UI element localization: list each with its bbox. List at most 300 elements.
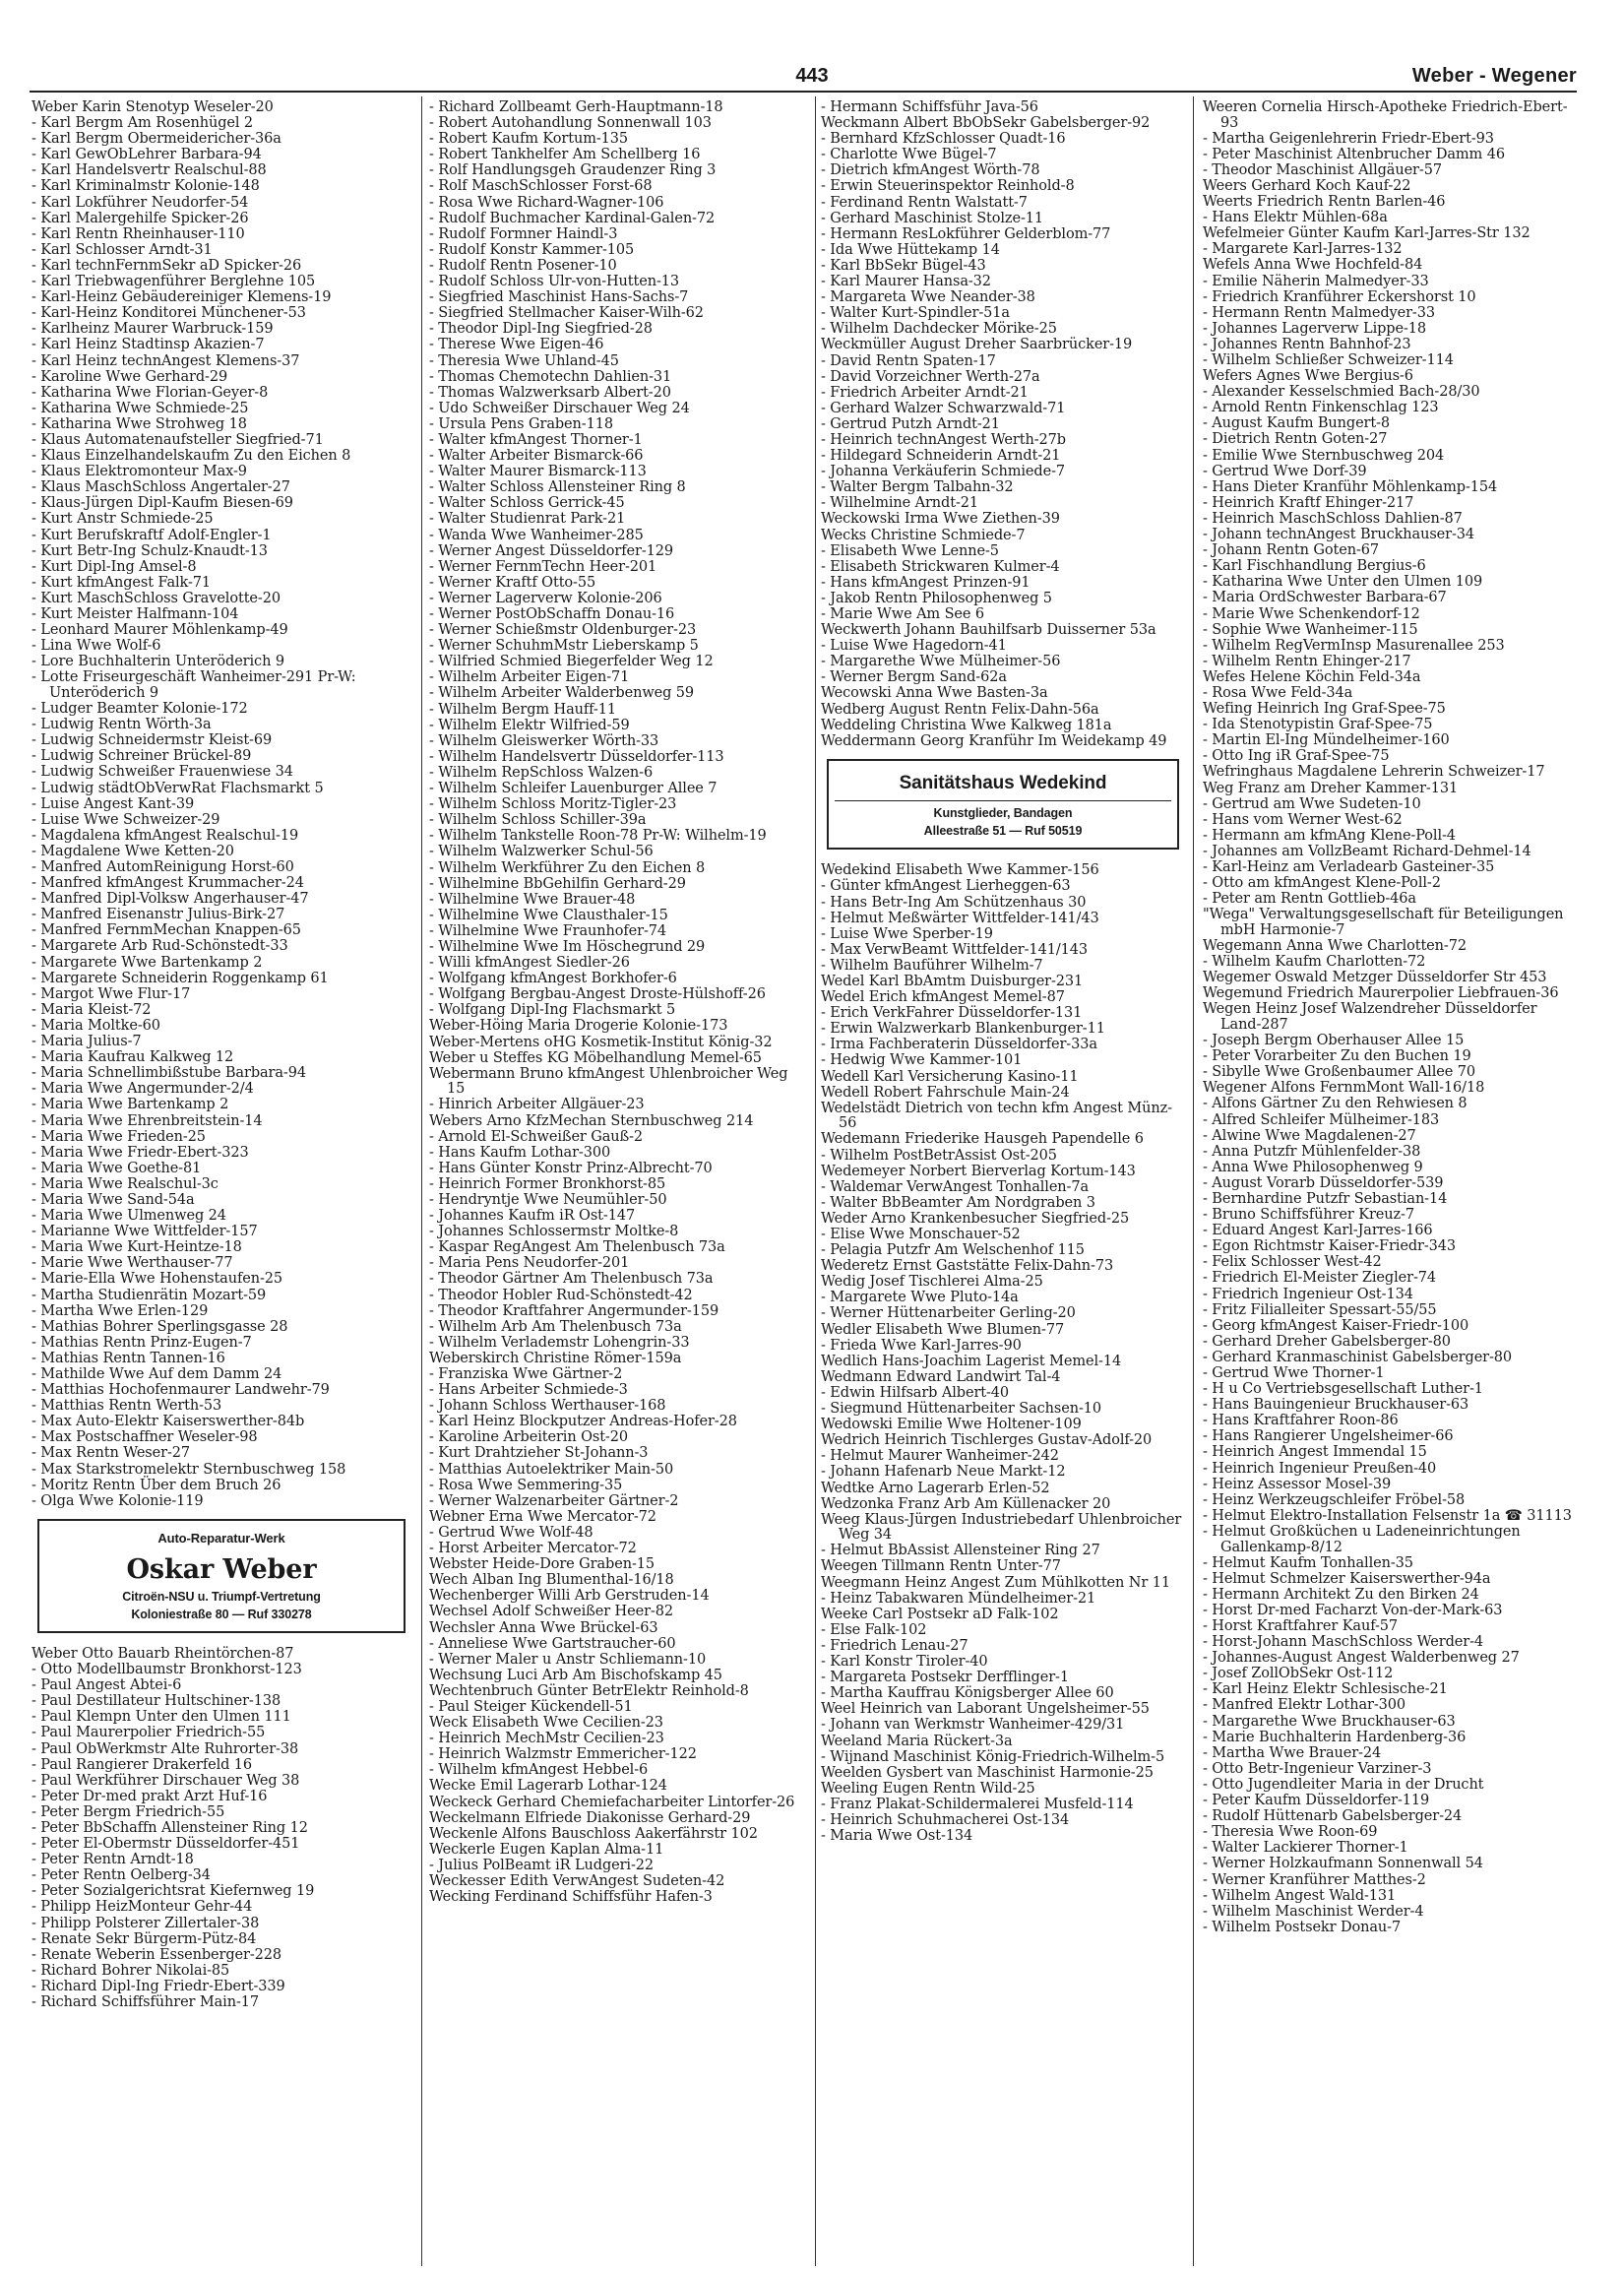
directory-entry: - Ursula Pens Graben-118 xyxy=(429,415,613,432)
directory-entry: - Bruno Schiffsführer Kreuz-7 xyxy=(1203,1207,1414,1224)
directory-entry: - Matthias Rentn Werth-53 xyxy=(31,1398,222,1415)
directory-entry: - Wilhelm Arbeiter Walderbenweg 59 xyxy=(429,685,695,702)
directory-entry: - Julius PolBeamt iR Ludgeri-22 xyxy=(429,1857,655,1873)
directory-entry: Wecke Emil Lagerarb Lothar-124 xyxy=(429,1778,667,1795)
directory-entry: - Therese Wwe Eigen-46 xyxy=(429,337,604,353)
directory-entry: - Werner FernmTechn Heer-201 xyxy=(429,558,657,575)
directory-entry: Wegemann Anna Wwe Charlotten-72 xyxy=(1203,937,1467,954)
directory-entry: Webster Heide-Dore Graben-15 xyxy=(429,1556,655,1573)
directory-entry: - H u Co Vertriebsgesellschaft Luther-1 xyxy=(1203,1381,1483,1398)
directory-entry: - Hans Dieter Kranführ Möhlenkamp-154 xyxy=(1203,478,1498,495)
directory-entry: - Wilhelm Angest Wald-131 xyxy=(1203,1887,1397,1904)
directory-entry: "Wega" Verwaltungsgesellschaft für Beteiligungen mbH Harmonie-7 xyxy=(1203,907,1564,938)
directory-entry: - Karl Konstr Tiroler-40 xyxy=(821,1654,988,1671)
directory-entry: - Wilhelm Verlademstr Lohengrin-33 xyxy=(429,1334,690,1351)
directory-entry: - Margarete Wwe Bartenkamp 2 xyxy=(31,954,263,971)
directory-entry: - Wilhelmine Wwe Clausthaler-15 xyxy=(429,907,668,923)
directory-entry: - Wilhelm PostBetrAssist Ost-205 xyxy=(821,1147,1057,1164)
directory-entry: Wech Alban Ing Blumenthal-16/18 xyxy=(429,1572,674,1589)
directory-entry: - Maria Schnellimbißstube Barbara-94 xyxy=(31,1065,306,1082)
directory-entry: - Karl Triebwagenführer Berglehne 105 xyxy=(31,274,316,290)
directory-entry: Wecking Ferdinand Schiffsführ Hafen-3 xyxy=(429,1889,713,1906)
directory-entry: - Peter Vorarbeiter Zu den Buchen 19 xyxy=(1203,1048,1471,1065)
directory-entry: Wechenberger Willi Arb Gerstruden-14 xyxy=(429,1588,710,1605)
column-3 xyxy=(821,100,1187,2266)
directory-entry: - Dietrich kfmAngest Wörth-78 xyxy=(821,162,1040,179)
directory-entry: - Renate Sekr Bürgerm-Pütz-84 xyxy=(31,1930,257,1947)
directory-entry: - Johanna Verkäuferin Schmiede-7 xyxy=(821,464,1066,480)
directory-entry: - Thomas Walzwerksarb Albert-20 xyxy=(429,384,671,401)
directory-entry: - Wilhelm Elektr Wilfried-59 xyxy=(429,717,630,733)
directory-entry: - Hans vom Werner West-62 xyxy=(1203,811,1403,828)
directory-entry: - Wilhelm Schleifer Lauenburger Allee 7 xyxy=(429,781,718,797)
ad-description: Citroën-NSU u. Triumpf-Vertretung xyxy=(122,1589,321,1604)
directory-entry: Wefringhaus Magdalene Lehrerin Schweizer-17 xyxy=(1203,764,1545,781)
directory-entry: Weckelmann Elfriede Diakonisse Gerhard-29 xyxy=(429,1809,751,1826)
directory-entry: Weck Elisabeth Wwe Cecilien-23 xyxy=(429,1715,663,1732)
directory-entry: - Peter Sozialgerichtsrat Kiefernweg 19 xyxy=(31,1883,315,1900)
directory-entry: - Karl Schlosser Arndt-31 xyxy=(31,241,213,258)
directory-entry: - Marie-Ella Wwe Hohenstaufen-25 xyxy=(31,1271,282,1288)
directory-entry: - Maria Wwe Bartenkamp 2 xyxy=(31,1097,229,1113)
directory-entry: - Wolfgang Dipl-Ing Flachsmarkt 5 xyxy=(429,1002,676,1019)
directory-entry: - Ida Stenotypistin Graf-Spee-75 xyxy=(1203,717,1433,733)
ad-business-name: Sanitätshaus Wedekind xyxy=(899,773,1107,794)
directory-entry: - Wilhelm Maschinist Werder-4 xyxy=(1203,1903,1424,1920)
directory-entry: - Ludwig Rentn Wörth-3a xyxy=(31,717,212,733)
directory-entry: Weber Otto Bauarb Rheintörchen-87 xyxy=(31,1645,294,1662)
page-number: 443 xyxy=(795,65,829,87)
directory-entry: - Katharina Wwe Schmiede-25 xyxy=(31,400,249,416)
directory-entry: - Heinrich Angest Immendal 15 xyxy=(1203,1444,1427,1461)
directory-entry: - Robert Tankhelfer Am Schellberg 16 xyxy=(429,147,701,163)
directory-entry: - Walter Schloss Gerrick-45 xyxy=(429,495,625,512)
directory-entry: - Wilhelm Schließer Schweizer-114 xyxy=(1203,352,1454,368)
directory-entry: - Maria Wwe Kurt-Heintze-18 xyxy=(31,1239,242,1256)
directory-entry: - Klaus Einzelhandelskaufm Zu den Eichen 8 xyxy=(31,448,351,465)
directory-entry: - Johann Schloss Werthauser-168 xyxy=(429,1398,666,1415)
directory-entry: - Wilhelm Schloss Schiller-39a xyxy=(429,812,647,829)
directory-entry: - Helmut Schmelzer Kaiserswerther-94a xyxy=(1203,1570,1491,1587)
directory-entry: - Karl Rentn Rheinhauser-110 xyxy=(31,225,245,242)
directory-entry: - Klaus MaschSchloss Angertaler-27 xyxy=(31,479,290,496)
directory-entry: Weeren Cornelia Hirsch-Apotheke Friedrich-Ebert-93 xyxy=(1203,100,1568,131)
directory-entry: - Rosa Wwe Richard-Wagner-106 xyxy=(429,194,664,211)
directory-entry: Weelden Gysbert van Maschinist Harmonie-25 xyxy=(821,1764,1154,1781)
directory-entry: - Kurt Betr-Ing Schulz-Knaudt-13 xyxy=(31,542,268,559)
directory-entry: - Katharina Wwe Strohweg 18 xyxy=(31,415,247,432)
directory-entry: Wedtke Arno Lagerarb Erlen-52 xyxy=(821,1480,1050,1496)
ad-business-name: Oskar Weber xyxy=(126,1553,317,1585)
directory-entry: Weckmüller August Dreher Saarbrücker-19 xyxy=(821,337,1133,353)
directory-entry: Wechsung Luci Arb Am Bischofskamp 45 xyxy=(429,1667,722,1683)
directory-entry: - Wilfried Schmied Biegerfelder Weg 12 xyxy=(429,654,714,670)
directory-entry: - Maria Wwe Realschul-3c xyxy=(31,1175,219,1192)
directory-entry: - Fritz Filialleiter Spessart-55/55 xyxy=(1203,1301,1437,1318)
directory-entry: Wegemund Friedrich Maurerpolier Liebfrauen-36 xyxy=(1203,985,1559,1002)
directory-entry: - Luise Wwe Schweizer-29 xyxy=(31,811,220,828)
directory-entry: - Heinz Assessor Mosel-39 xyxy=(1203,1476,1392,1492)
directory-entry: - Gerhard Walzer Schwarzwald-71 xyxy=(821,400,1066,416)
directory-entry: Weg Franz am Dreher Kammer-131 xyxy=(1203,780,1459,796)
directory-entry: - Philipp HeizMonteur Gehr-44 xyxy=(31,1899,253,1916)
directory-entry: - Otto Jugendleiter Maria in der Drucht xyxy=(1203,1776,1484,1793)
directory-entry: Wefelmeier Günter Kaufm Karl-Jarres-Str 132 xyxy=(1203,225,1530,242)
directory-entry: Weckwerth Johann Bauhilfsarb Duisserner 53a xyxy=(821,622,1156,639)
directory-entry: - Heinrich Ingenieur Preußen-40 xyxy=(1203,1460,1437,1477)
directory-entry: Wedler Elisabeth Wwe Blumen-77 xyxy=(821,1321,1065,1338)
directory-entry: - Helmut Elektro-Installation Felsenstr 1a ☎ 31113 xyxy=(1203,1507,1572,1524)
directory-entry: - Karl Kriminalmstr Kolonie-148 xyxy=(31,178,260,195)
directory-entry: - Walter Schloss Allensteiner Ring 8 xyxy=(429,479,686,496)
directory-entry: - Heinrich Walzmstr Emmericher-122 xyxy=(429,1746,697,1763)
directory-entry: Weeland Maria Rückert-3a xyxy=(821,1733,1013,1749)
directory-entry: - Günter kfmAngest Lierheggen-63 xyxy=(821,878,1071,895)
directory-entry: - Wilhelm Kaufm Charlotten-72 xyxy=(1203,954,1426,971)
directory-entry: Wefels Anna Wwe Hochfeld-84 xyxy=(1203,257,1423,274)
directory-entry: - Kurt Berufskraftf Adolf-Engler-1 xyxy=(31,527,272,543)
directory-entry: - Walter Arbeiter Bismarck-66 xyxy=(429,448,644,465)
directory-entry: - Rosa Wwe Semmering-35 xyxy=(429,1477,623,1493)
directory-entry: - Walter Kurt-Spindler-51a xyxy=(821,305,1010,322)
directory-entry: - Hans Arbeiter Schmiede-3 xyxy=(429,1382,628,1399)
directory-entry: - Horst-Johann MaschSchloss Werder-4 xyxy=(1203,1634,1483,1651)
directory-entry: - Robert Autohandlung Sonnenwall 103 xyxy=(429,115,712,132)
directory-entry: Wedel Karl BbAmtm Duisburger-231 xyxy=(821,974,1084,989)
directory-entry: - Ludwig Schweißer Frauenwiese 34 xyxy=(31,764,293,781)
directory-entry: - Matthias Hochofenmaurer Landwehr-79 xyxy=(31,1382,330,1399)
directory-entry: - Rudolf Konstr Kammer-105 xyxy=(429,241,635,258)
directory-entry: - Heinrich Kraftf Ehinger-217 xyxy=(1203,494,1414,511)
directory-entry: Wedowski Emilie Wwe Holtener-109 xyxy=(821,1417,1082,1433)
directory-entry: - Heinrich MaschSchloss Dahlien-87 xyxy=(1203,510,1463,527)
directory-entry: - Helmut BbAssist Allensteiner Ring 27 xyxy=(821,1543,1100,1559)
directory-entry: - Wilhelmine BbGehilfin Gerhard-29 xyxy=(429,875,686,892)
directory-entry: - Karl Handelsvertr Realschul-88 xyxy=(31,162,267,179)
directory-entry: - Rudolf Buchmacher Kardinal-Galen-72 xyxy=(429,210,716,226)
directory-entry: - Hans Betr-Ing Am Schützenhaus 30 xyxy=(821,894,1087,911)
directory-entry: - Egon Richtmstr Kaiser-Friedr-343 xyxy=(1203,1238,1457,1255)
column-divider xyxy=(421,96,422,2266)
directory-entry: - Sophie Wwe Wanheimer-115 xyxy=(1203,621,1418,638)
directory-entry: Weegen Tillmann Rentn Unter-77 xyxy=(821,1558,1061,1575)
directory-entry: - Otto Modellbaumstr Bronkhorst-123 xyxy=(31,1662,302,1678)
directory-entry: - Heinrich MechMstr Cecilien-23 xyxy=(429,1731,664,1747)
directory-entry: - Siegmund Hüttenarbeiter Sachsen-10 xyxy=(821,1401,1101,1418)
directory-entry: - Maria Kaufrau Kalkweg 12 xyxy=(31,1049,234,1066)
directory-entry: - Theodor Dipl-Ing Siegfried-28 xyxy=(429,321,653,338)
directory-entry: - Werner Walzenarbeiter Gärtner-2 xyxy=(429,1492,679,1509)
directory-entry: - Else Falk-102 xyxy=(821,1621,927,1638)
directory-entry: - Marianne Wwe Wittfelder-157 xyxy=(31,1224,258,1240)
directory-entry: - Hildegard Schneiderin Arndt-21 xyxy=(821,448,1061,465)
directory-entry: - Horst Dr-med Facharzt Von-der-Mark-63 xyxy=(1203,1602,1503,1618)
directory-entry: - Paul Rangierer Drakerfeld 16 xyxy=(31,1756,253,1773)
directory-entry: - Karl BbSekr Bügel-43 xyxy=(821,257,986,274)
directory-entry: - Werner Hüttenarbeiter Gerling-20 xyxy=(821,1305,1076,1322)
directory-entry: - Maria Wwe Angermunder-2/4 xyxy=(31,1081,254,1098)
directory-entry: - Werner Kranführer Matthes-2 xyxy=(1203,1871,1426,1888)
directory-entry: - Karoline Wwe Gerhard-29 xyxy=(31,368,228,385)
directory-entry: - Bernhard KfzSchlosser Quadt-16 xyxy=(821,131,1066,148)
directory-entry: - Pelagia Putzfr Am Welschenhof 115 xyxy=(821,1242,1085,1259)
directory-entry: Wedrich Heinrich Tischlerges Gustav-Adolf-20 xyxy=(821,1432,1153,1449)
directory-entry: - Anna Wwe Philosophenweg 9 xyxy=(1203,1159,1423,1175)
directory-entry: - Felix Schlosser West-42 xyxy=(1203,1254,1382,1271)
directory-entry: - Johannes-August Angest Walderbenweg 27 xyxy=(1203,1650,1520,1667)
directory-entry: - Karl Fischhandlung Bergius-6 xyxy=(1203,558,1426,575)
directory-entry: - Klaus Elektromonteur Max-9 xyxy=(31,464,247,480)
directory-entry: Weber-Höing Maria Drogerie Kolonie-173 xyxy=(429,1018,728,1035)
directory-entry: - Anna Putzfr Mühlenfelder-38 xyxy=(1203,1143,1421,1160)
directory-entry: Wedzonka Franz Arb Am Küllenacker 20 xyxy=(821,1495,1111,1512)
directory-entry: - Maria Wwe Sand-54a xyxy=(31,1191,195,1208)
directory-entry: - Werner Kraftf Otto-55 xyxy=(429,574,596,591)
directory-entry: - Gerhard Dreher Gabelsberger-80 xyxy=(1203,1333,1451,1350)
directory-entry: - Lore Buchhalterin Unteröderich 9 xyxy=(31,654,284,670)
directory-entry: - Maria Moltke-60 xyxy=(31,1017,160,1034)
directory-entry: - Wilhelmine Wwe Fraunhofer-74 xyxy=(429,922,667,939)
directory-entry: - Wilhelm Werkführer Zu den Eichen 8 xyxy=(429,859,706,876)
directory-entry: - Karlheinz Maurer Warbruck-159 xyxy=(31,321,274,338)
directory-entry: - Karl Malergehilfe Spicker-26 xyxy=(31,210,249,226)
directory-entry: Wedlich Hans-Joachim Lagerist Memel-14 xyxy=(821,1353,1122,1369)
directory-entry: - Peter Rentn Arndt-18 xyxy=(31,1852,194,1868)
directory-entry: - Erwin Steuerinspektor Reinhold-8 xyxy=(821,178,1075,195)
directory-entry: Weeke Carl Postsekr aD Falk-102 xyxy=(821,1606,1059,1622)
directory-entry: Weckesser Edith VerwAngest Sudeten-42 xyxy=(429,1873,725,1889)
directory-entry: - Paul Destillateur Hultschiner-138 xyxy=(31,1693,281,1710)
directory-entry: - Karl Bergm Obermeidericher-36a xyxy=(31,131,281,148)
directory-entry: - Margarete Schneiderin Roggenkamp 61 xyxy=(31,970,329,986)
directory-entry: - Margareta Wwe Neander-38 xyxy=(821,289,1035,306)
directory-entry: - Klaus Automatenaufsteller Siegfried-71 xyxy=(31,431,324,448)
directory-entry: - Rudolf Rentn Posener-10 xyxy=(429,257,617,274)
advertisement-wedekind xyxy=(827,759,1179,850)
directory-entry: Weder Arno Krankenbesucher Siegfried-25 xyxy=(821,1210,1130,1227)
directory-entry: - Waldemar VerwAngest Tonhallen-7a xyxy=(821,1178,1090,1195)
directory-entry: - Gertrud Wwe Wolf-48 xyxy=(429,1524,593,1541)
directory-entry: - Margarethe Wwe Mülheimer-56 xyxy=(821,654,1061,670)
directory-entry: Wedell Karl Versicherung Kasino-11 xyxy=(821,1068,1079,1085)
directory-entry: - Wilhelm Schloss Moritz-Tigler-23 xyxy=(429,796,677,813)
directory-entry: - Alexander Kesselschmied Bach-28/30 xyxy=(1203,384,1480,401)
directory-entry: - Sibylle Wwe Großenbaumer Allee 70 xyxy=(1203,1064,1475,1081)
directory-entry: - Magdalene Wwe Ketten-20 xyxy=(31,843,234,859)
directory-entry: - August Vorarb Düsseldorfer-539 xyxy=(1203,1174,1444,1191)
directory-entry: - Gertrud Wwe Thorner-1 xyxy=(1203,1365,1385,1381)
directory-entry: - Werner Bergm Sand-62a xyxy=(821,669,1007,686)
column-1 xyxy=(31,100,413,2266)
directory-entry: - Kurt MaschSchloss Gravelotte-20 xyxy=(31,590,281,606)
directory-entry: Wedmann Edward Landwirt Tal-4 xyxy=(821,1368,1061,1385)
directory-entry: - Karl Heinz technAngest Klemens-37 xyxy=(31,352,300,369)
directory-entry: - Eduard Angest Karl-Jarres-166 xyxy=(1203,1223,1433,1239)
directory-entry: - Wolfgang kfmAngest Borkhofer-6 xyxy=(429,971,677,987)
directory-entry: - Manfred kfmAngest Krummacher-24 xyxy=(31,875,304,892)
directory-entry: Wegener Alfons FernmMont Wall-16/18 xyxy=(1203,1080,1485,1097)
directory-entry: - Peter Dr-med prakt Arzt Huf-16 xyxy=(31,1788,268,1804)
directory-entry: - Mathilde Wwe Auf dem Damm 24 xyxy=(31,1366,282,1382)
directory-entry: - Maria Wwe Ulmenweg 24 xyxy=(31,1208,226,1225)
directory-entry: - Peter Rentn Oelberg-34 xyxy=(31,1867,211,1884)
directory-entry: - Werner Maler u Anstr Schliemann-10 xyxy=(429,1651,707,1668)
directory-entry: - Rolf Handlungsgeh Graudenzer Ring 3 xyxy=(429,162,717,179)
directory-entry: - Wilhelm Arbeiter Eigen-71 xyxy=(429,669,630,686)
directory-entry: - Wilhelm Dachdecker Mörike-25 xyxy=(821,321,1057,338)
directory-entry: - Maria Julius-7 xyxy=(31,1034,142,1050)
directory-entry: - Wilhelmine Wwe Brauer-48 xyxy=(429,891,636,908)
directory-entry: - Mathias Rentn Tannen-16 xyxy=(31,1350,225,1366)
directory-entry: - Hermann am kfmAng Klene-Poll-4 xyxy=(1203,827,1456,844)
directory-entry: - Wilhelm Bauführer Wilhelm-7 xyxy=(821,957,1043,974)
directory-entry: - Philipp Polsterer Zillertaler-38 xyxy=(31,1915,260,1931)
directory-entry: - Paul Werkführer Dirschauer Weg 38 xyxy=(31,1772,300,1789)
directory-entry: - Wilhelmine Wwe Im Höschegrund 29 xyxy=(429,938,706,955)
column-2 xyxy=(429,100,809,2266)
directory-entry: - Alfons Gärtner Zu den Rehwiesen 8 xyxy=(1203,1096,1468,1112)
directory-entry: - Josef ZollObSekr Ost-112 xyxy=(1203,1666,1394,1682)
ad-tagline: Auto-Reparatur-Werk xyxy=(157,1531,285,1546)
directory-entry: - Helmut Kaufm Tonhallen-35 xyxy=(1203,1554,1413,1571)
directory-entry: - Charlotte Wwe Bügel-7 xyxy=(821,147,997,163)
directory-entry: - Kurt Drahtzieher St-Johann-3 xyxy=(429,1445,649,1462)
directory-entry: - Margarete Karl-Jarres-132 xyxy=(1203,241,1403,258)
directory-entry: - Lotte Friseurgeschäft Wanheimer-291 Pr-W: Unteröderich 9 xyxy=(31,669,356,701)
directory-entry: Wedemann Friederike Hausgeh Papendelle 6 xyxy=(821,1131,1144,1148)
directory-entry: - Johann technAngest Bruckhauser-34 xyxy=(1203,527,1475,543)
directory-entry: - Johannes Rentn Bahnhof-23 xyxy=(1203,336,1411,352)
directory-entry: - Kurt kfmAngest Falk-71 xyxy=(31,574,212,591)
directory-entry: - Rudolf Formner Haindl-3 xyxy=(429,225,618,242)
directory-entry: - Franziska Wwe Gärtner-2 xyxy=(429,1366,623,1382)
directory-entry: - Wilhelm RegVermInsp Masurenallee 253 xyxy=(1203,637,1505,654)
directory-entry: Weers Gerhard Koch Kauf-22 xyxy=(1203,177,1411,194)
directory-entry: - Gertrud Putzh Arndt-21 xyxy=(821,415,1000,432)
directory-entry: - Peter Maschinist Altenbrucher Damm 46 xyxy=(1203,146,1505,162)
directory-entry: - Joseph Bergm Oberhauser Allee 15 xyxy=(1203,1033,1465,1049)
header-rule xyxy=(30,91,1577,93)
directory-entry: - Peter Bergm Friedrich-55 xyxy=(31,1803,225,1820)
directory-entry: - Martha Studienrätin Mozart-59 xyxy=(31,1287,267,1303)
directory-entry: - Hermann Rentn Malmedyer-33 xyxy=(1203,304,1435,321)
directory-entry: - Theodor Hobler Rud-Schönstedt-42 xyxy=(429,1287,693,1303)
directory-entry: - Katharina Wwe Florian-Geyer-8 xyxy=(31,384,269,401)
directory-entry: - Dietrich Rentn Goten-27 xyxy=(1203,431,1388,448)
directory-entry: - Wilhelmine Arndt-21 xyxy=(821,495,979,512)
directory-entry: - Max Starkstromelektr Sternbuschweg 158 xyxy=(31,1461,346,1478)
directory-entry: - Werner Holzkaufmann Sonnenwall 54 xyxy=(1203,1856,1483,1872)
directory-entry: - Emilie Näherin Malmedyer-33 xyxy=(1203,273,1429,289)
column-divider xyxy=(1193,96,1194,2266)
directory-entry: - Werner SchuhmMstr Lieberskamp 5 xyxy=(429,638,699,655)
directory-entry: - Rudolf Schloss Ulr-von-Hutten-13 xyxy=(429,274,679,290)
directory-entry: - Irma Fachberaterin Düsseldorfer-33a xyxy=(821,1037,1097,1053)
directory-entry: - Wilhelm Postsekr Donau-7 xyxy=(1203,1919,1402,1935)
directory-entry: - Otto am kfmAngest Klene-Poll-2 xyxy=(1203,875,1441,892)
directory-entry: Wefing Heinrich Ing Graf-Spee-75 xyxy=(1203,701,1446,718)
directory-entry: - Helmut Großküchen u Ladeneinrichtungen Gallenkamp-8/12 xyxy=(1203,1523,1521,1555)
directory-entry: - Wijnand Maschinist König-Friedrich-Wilhelm-5 xyxy=(821,1748,1165,1765)
directory-entry: Wedig Josef Tischlerei Alma-25 xyxy=(821,1274,1043,1291)
directory-entry: - Helmut Meßwärter Wittfelder-141/43 xyxy=(821,910,1099,926)
directory-entry: - Karl-Heinz am Verladearb Gasteiner-35 xyxy=(1203,859,1495,875)
directory-entry: Weber-Mertens oHG Kosmetik-Institut König-32 xyxy=(429,1034,773,1050)
directory-entry: - Johannes Schlossermstr Moltke-8 xyxy=(429,1224,679,1240)
directory-entry: - Karl Heinz Elektr Schlesische-21 xyxy=(1203,1681,1448,1698)
directory-entry: - Hans Bauingenieur Bruckhauser-63 xyxy=(1203,1397,1469,1414)
directory-entry: Wegemer Oswald Metzger Düsseldorfer Str 453 xyxy=(1203,970,1547,986)
directory-entry: Wechsler Anna Wwe Brückel-63 xyxy=(429,1619,658,1636)
directory-entry: - Hans kfmAngest Prinzen-91 xyxy=(821,574,1031,591)
directory-entry: - Maria Wwe Ost-134 xyxy=(821,1828,973,1845)
directory-entry: - Magdalena kfmAngest Realschul-19 xyxy=(31,827,299,844)
directory-entry: - Margarete Arb Rud-Schönstedt-33 xyxy=(31,938,288,955)
directory-entry: - Peter BbSchaffn Allensteiner Ring 12 xyxy=(31,1819,308,1836)
directory-entry: - Wilhelm Rentn Ehinger-217 xyxy=(1203,653,1411,669)
directory-entry: - Johann Hafenarb Neue Markt-12 xyxy=(821,1464,1066,1481)
directory-entry: - Karoline Arbeiterin Ost-20 xyxy=(429,1429,628,1446)
directory-entry: - Werner Angest Düsseldorfer-129 xyxy=(429,542,674,559)
page-title: Weber - Wegener xyxy=(1411,65,1577,87)
directory-entry: - Hermann Schiffsführ Java-56 xyxy=(821,100,1038,115)
directory-entry: - Hermann Architekt Zu den Birken 24 xyxy=(1203,1586,1479,1603)
directory-entry: - Hans Elektr Mühlen-68a xyxy=(1203,210,1388,226)
ad-address-phone: Alleestraße 51 — Ruf 50519 xyxy=(923,824,1083,839)
directory-entry: Wecowski Anna Wwe Basten-3a xyxy=(821,685,1048,702)
directory-entry: Wegen Heinz Josef Walzendreher Düsseldorfer Land-287 xyxy=(1203,1001,1537,1033)
directory-entry: - Martin El-Ing Mündelheimer-160 xyxy=(1203,732,1450,749)
directory-entry: - Karl Bergm Am Rosenhügel 2 xyxy=(31,115,254,132)
directory-entry: - Horst Kraftfahrer Kauf-57 xyxy=(1203,1618,1399,1634)
directory-entry: - Johannes am VollzBeamt Richard-Dehmel-14 xyxy=(1203,843,1531,859)
directory-entry: Weckerle Eugen Kaplan Alma-11 xyxy=(429,1841,664,1858)
directory-entry: - Hans Günter Konstr Prinz-Albrecht-70 xyxy=(429,1160,713,1176)
directory-entry: - Mathias Rentn Prinz-Eugen-7 xyxy=(31,1334,252,1351)
directory-entry: Weberskirch Christine Römer-159a xyxy=(429,1350,682,1366)
directory-entry: - Heinz Werkzeugschleifer Fröbel-58 xyxy=(1203,1491,1466,1508)
directory-entry: - Karl Heinz Stadtinsp Akazien-7 xyxy=(31,337,265,353)
directory-entry: Wedberg August Rentn Felix-Dahn-56a xyxy=(821,701,1099,718)
directory-entry: Weerts Friedrich Rentn Barlen-46 xyxy=(1203,194,1446,211)
directory-entry: - Martha Wwe Erlen-129 xyxy=(31,1302,209,1319)
directory-entry: - Margareta Postsekr Derfflinger-1 xyxy=(821,1670,1069,1686)
directory-entry: Weel Heinrich van Laborant Ungelsheimer-55 xyxy=(821,1701,1150,1718)
directory-entry: Webermann Bruno kfmAngest Uhlenbroicher Weg 15 xyxy=(429,1065,788,1098)
directory-entry: Weeg Klaus-Jürgen Industriebedarf Uhlenbroicher Weg 34 xyxy=(821,1511,1182,1544)
directory-entry: - Maria Wwe Frieden-25 xyxy=(31,1128,206,1145)
column-4 xyxy=(1203,100,1581,2266)
directory-entry: - Elisabeth Strickwaren Kulmer-4 xyxy=(821,558,1060,575)
directory-entry: Wecks Christine Schmiede-7 xyxy=(821,527,1026,543)
directory-entry: - Leonhard Maurer Möhlenkamp-49 xyxy=(31,622,288,639)
directory-entry: - Helmut Maurer Wanheimer-242 xyxy=(821,1448,1059,1465)
directory-entry: - Martha Geigenlehrerin Friedr-Ebert-93 xyxy=(1203,130,1494,147)
directory-entry: - Edwin Hilfsarb Albert-40 xyxy=(821,1384,1010,1401)
directory-entry: - Max Rentn Weser-27 xyxy=(31,1445,191,1462)
directory-entry: - Matthias Autoelektriker Main-50 xyxy=(429,1461,674,1478)
directory-entry: - Frieda Wwe Karl-Jarres-90 xyxy=(821,1337,1022,1354)
column-divider xyxy=(815,96,816,2266)
directory-entry: - Wolfgang Bergbau-Angest Droste-Hülshoff-26 xyxy=(429,986,766,1003)
directory-entry: - Hinrich Arbeiter Allgäuer-23 xyxy=(429,1097,645,1113)
directory-entry: - Horst Arbeiter Mercator-72 xyxy=(429,1541,637,1557)
directory-entry: - Franz Plakat-Schildermalerei Musfeld-114 xyxy=(821,1796,1134,1812)
directory-entry: - Ferdinand Rentn Walstatt-7 xyxy=(821,194,1028,211)
directory-entry: - Peter Kaufm Düsseldorfer-119 xyxy=(1203,1793,1430,1809)
directory-entry: - Walter BbBeamter Am Nordgraben 3 xyxy=(821,1194,1095,1211)
directory-entry: - Klaus-Jürgen Dipl-Kaufm Biesen-69 xyxy=(31,495,293,512)
